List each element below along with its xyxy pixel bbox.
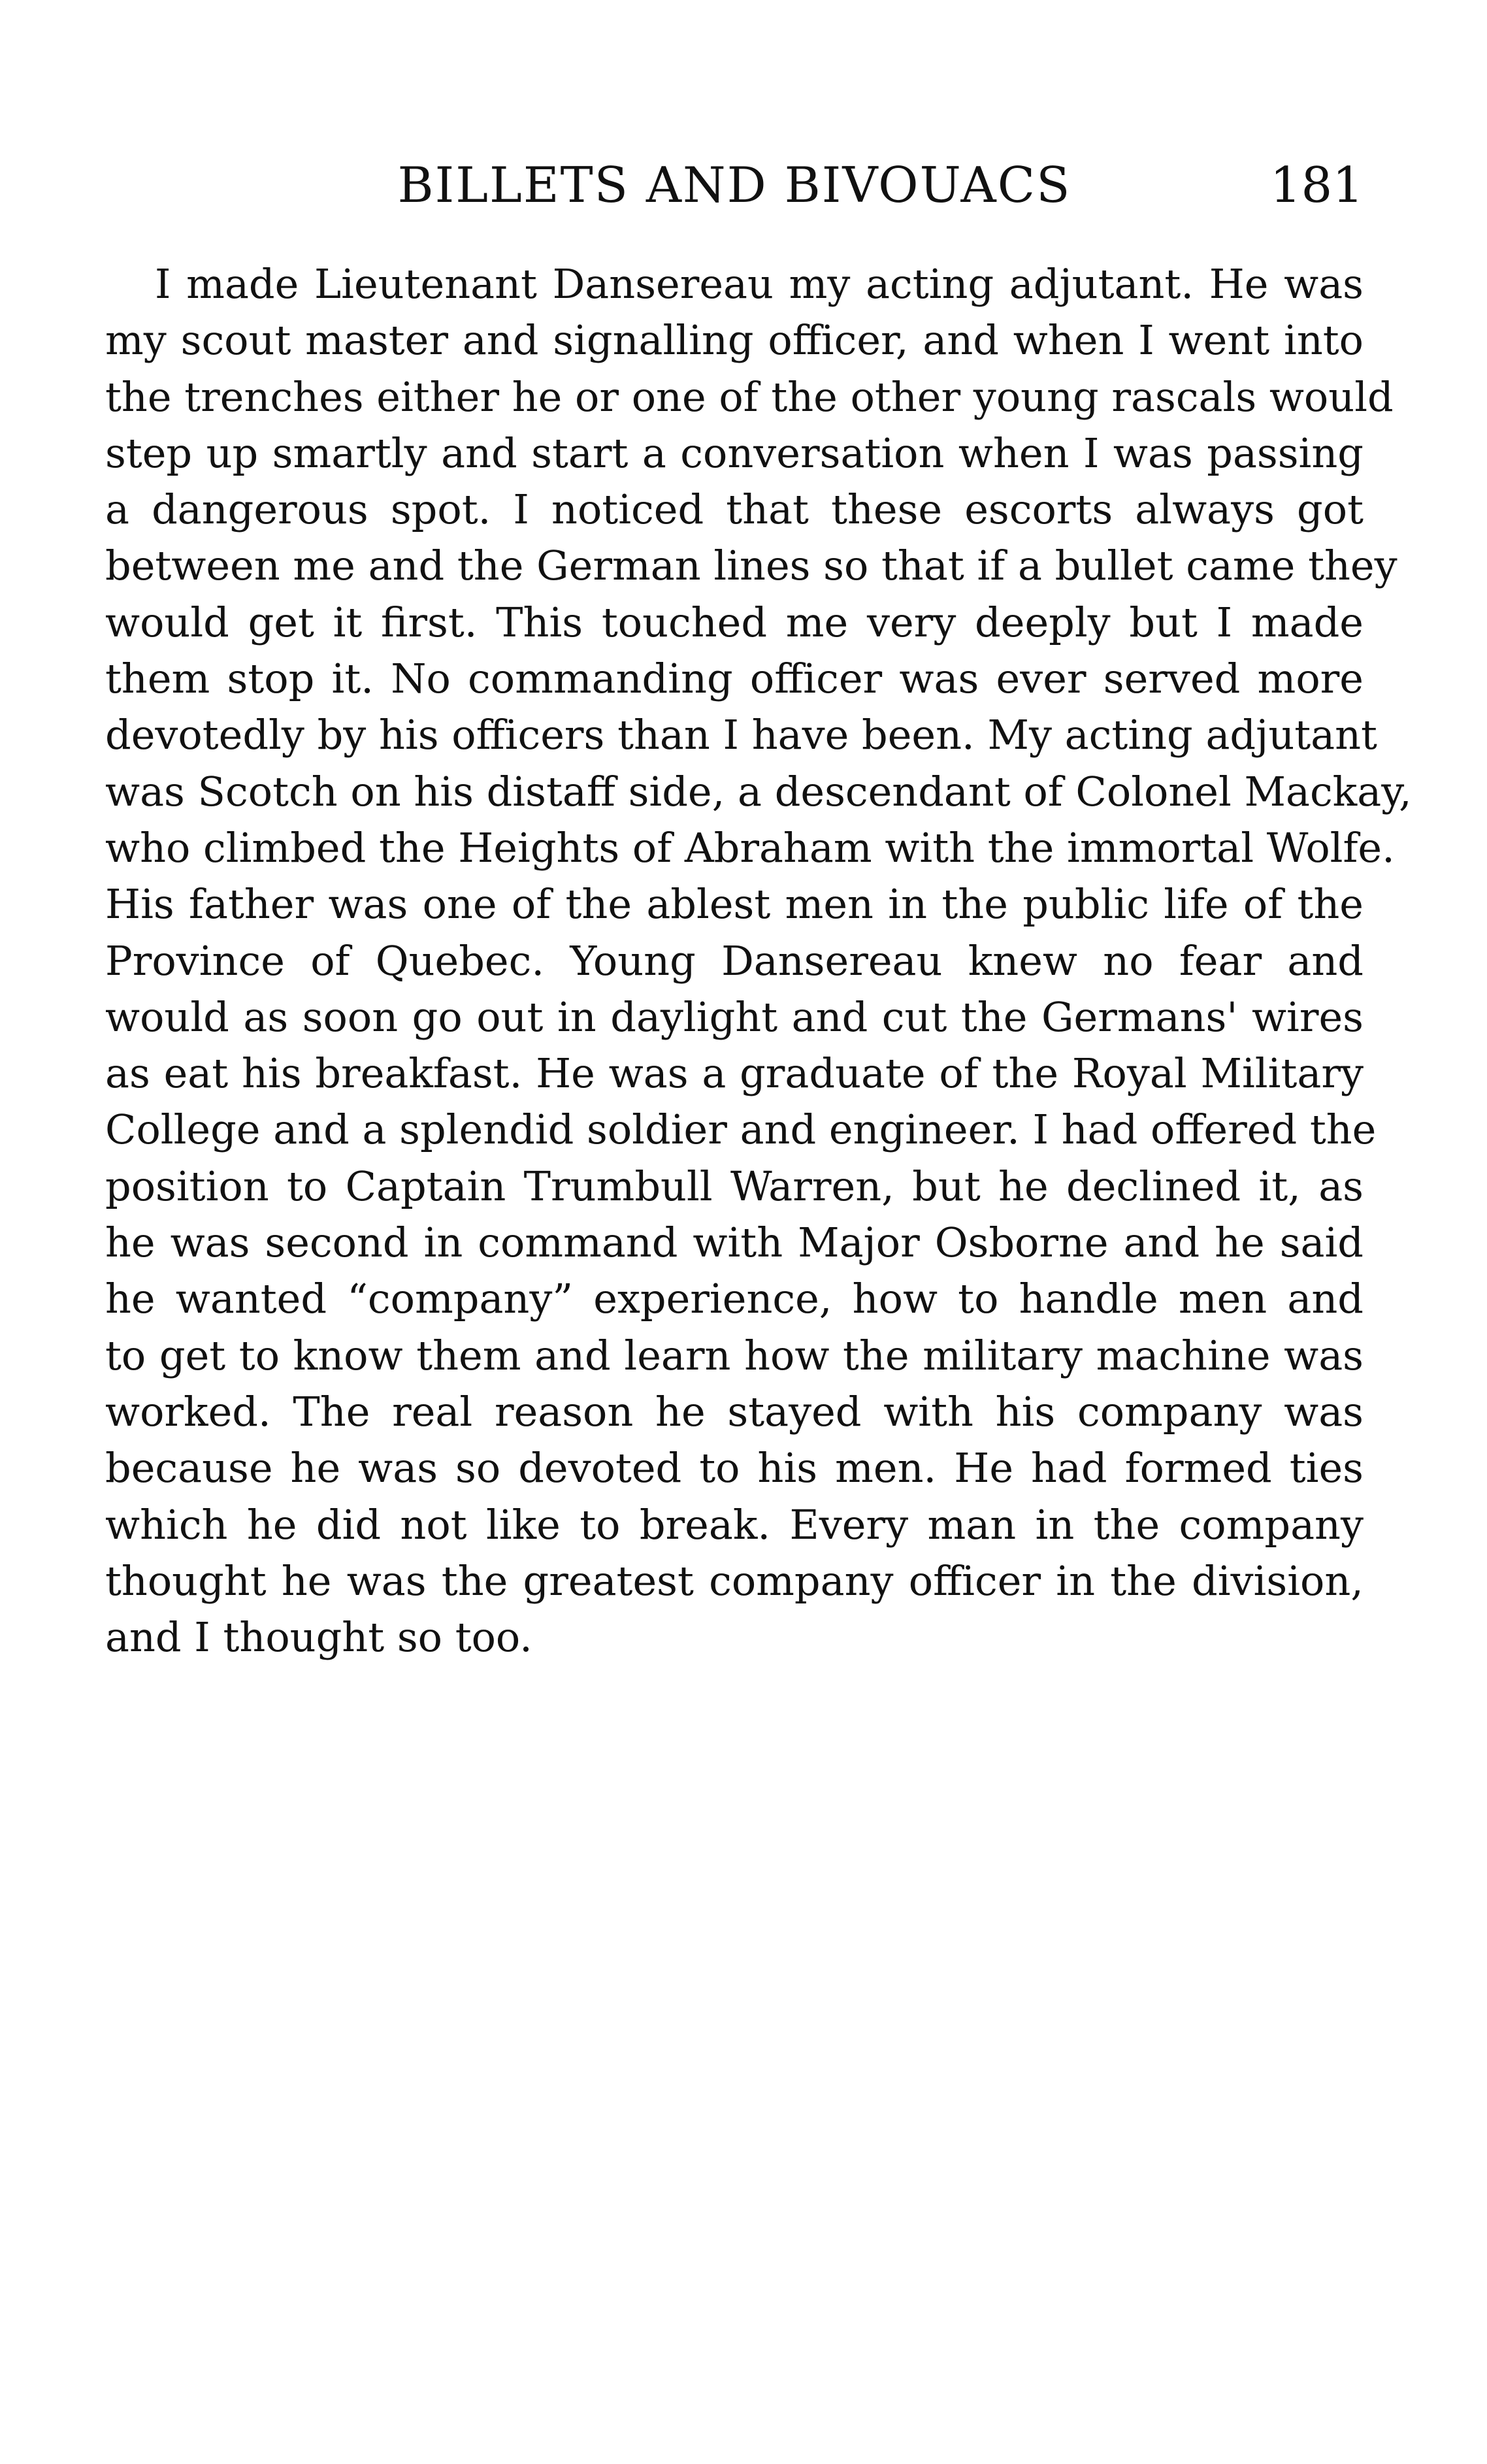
text-line: to get to know them and learn how the military machine was (105, 1331, 1364, 1379)
text-line: devotedly by his officers than I have been. My acting adjutant (105, 711, 1377, 759)
text-line: a dangerous spot. I noticed that these escorts always got (105, 485, 1364, 534)
running-head (105, 149, 1364, 221)
page-number: 181 (1269, 156, 1364, 214)
text-line: between me and the German lines so that if a bullet came they (105, 542, 1397, 590)
text-line: and I thought so too. (105, 1613, 532, 1662)
text-line: he was second in command with Major Osborne and he said (105, 1219, 1364, 1267)
text-line: them stop it. No commanding officer was ever served more (105, 655, 1364, 703)
body-paragraph (105, 256, 1412, 1666)
text-line: the trenches either he or one of the other young rascals would (105, 372, 1394, 421)
text-line: would as soon go out in daylight and cut the Germans' wires (105, 993, 1364, 1041)
text-line: College and a splendid soldier and engineer. I had offered the (105, 1106, 1377, 1154)
text-line: position to Captain Trumbull Warren, but he declined it, as (105, 1162, 1364, 1210)
text-line: was Scotch on his distaff side, a descendant of Colonel Mackay, (105, 767, 1412, 815)
text-line: I made Lieutenant Dansereau my acting adjutant. He was (155, 260, 1364, 308)
text-line: who climbed the Heights of Abraham with the immortal Wolfe. (105, 823, 1395, 872)
text-line: which he did not like to break. Every man in the company (105, 1500, 1364, 1549)
text-line: because he was so devoted to his men. He had formed ties (105, 1444, 1364, 1492)
text-line: step up smartly and start a conversation when I was passing (105, 429, 1364, 477)
text-line: worked. The real reason he stayed with his company was (105, 1387, 1364, 1436)
text-line: His father was one of the ablest men in the public life of the (105, 880, 1364, 928)
running-title: BILLETS AND BIVOUACS (397, 156, 1071, 214)
text-line: he wanted “company” experience, how to handle men and (105, 1275, 1364, 1323)
text-line: thought he was the greatest company officer in the division, (105, 1556, 1364, 1605)
text-line: would get it first. This touched me very deeply but I made (105, 598, 1364, 646)
text-line: my scout master and signalling officer, and when I went into (105, 316, 1364, 365)
text-line: Province of Quebec. Young Dansereau knew no fear and (105, 936, 1364, 985)
text-line: as eat his breakfast. He was a graduate of the Royal Military (105, 1049, 1364, 1098)
